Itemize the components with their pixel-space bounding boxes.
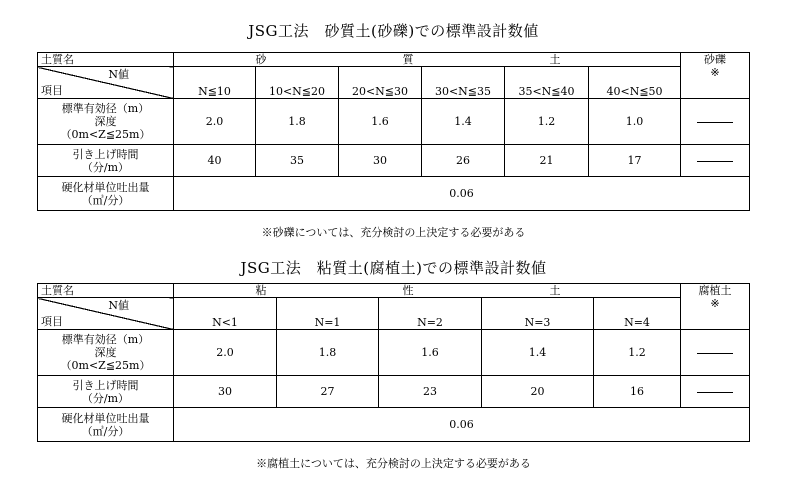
table-cell: 35 [256,145,339,177]
table-cell: 30 [174,376,277,408]
table-cell: 1.2 [594,330,681,376]
table-cell: 21 [505,145,589,177]
table-cell: 1.4 [422,99,505,145]
dash-cell [681,99,750,145]
n-value-col: N=2 [379,298,482,330]
sandy-soil-table [37,52,750,211]
dash-cell [681,376,750,408]
soil-group-header: 粘 性 土 [174,284,681,298]
table-cell: 23 [379,376,482,408]
extra-col-header: 砂礫 ※ [681,53,750,99]
n-value-col: N=1 [277,298,379,330]
table-cell: 1.8 [277,330,379,376]
table2-title: JSG工法 粘質土(腐植土)での標準設計数値 [240,259,547,277]
table-cell: 20 [482,376,594,408]
n-value-item-header: N値 項目 [38,298,174,330]
table2-note: ※腐植土については、充分検討の上決定する必要がある [256,457,531,470]
dash-cell [681,145,750,177]
table-cell: 2.0 [174,330,277,376]
n-range-col: 20<N≦30 [339,67,422,99]
extra-col-header: 腐植土 ※ [681,284,750,330]
n-range-col: 35<N≦40 [505,67,589,99]
n-value-item-header: N値 項目 [38,67,174,99]
row-label-diameter: 標準有効径（m） 深度 （0m<Z≦25m） [38,330,174,376]
table-cell: 2.0 [174,99,256,145]
table-cell: 26 [422,145,505,177]
n-range-col: 30<N≦35 [422,67,505,99]
soil-type-header: 土質名 [38,53,174,67]
table-cell: 16 [594,376,681,408]
hardener-value: 0.06 [174,408,750,442]
table-cell: 1.6 [379,330,482,376]
n-range-col: N≦10 [174,67,256,99]
row-label-hardener: 硬化材単位吐出量 （㎥/分） [38,408,174,442]
table-cell: 1.2 [505,99,589,145]
row-label-lift-time: 引き上げ時間 （分/m） [38,376,174,408]
clay-soil-table [37,283,750,442]
dash-cell [681,330,750,376]
table-cell: 30 [339,145,422,177]
n-value-col: N=3 [482,298,594,330]
n-value-col: N=4 [594,298,681,330]
soil-group-header: 砂 質 土 [174,53,681,67]
row-label-lift-time: 引き上げ時間 （分/m） [38,145,174,177]
table-cell: 27 [277,376,379,408]
hardener-value: 0.06 [174,177,750,211]
table-cell: 1.8 [256,99,339,145]
n-value-col: N<1 [174,298,277,330]
table-cell: 17 [589,145,681,177]
table-cell: 1.4 [482,330,594,376]
n-range-col: 10<N≦20 [256,67,339,99]
table-cell: 1.0 [589,99,681,145]
soil-type-header: 土質名 [38,284,174,298]
row-label-hardener: 硬化材単位吐出量 （㎥/分） [38,177,174,211]
n-range-col: 40<N≦50 [589,67,681,99]
table1-title: JSG工法 砂質土(砂礫)での標準設計数値 [248,22,539,40]
table-cell: 40 [174,145,256,177]
table1-note: ※砂礫については、充分検討の上決定する必要がある [261,226,526,239]
row-label-diameter: 標準有効径（m） 深度 （0m<Z≦25m） [38,99,174,145]
table-cell: 1.6 [339,99,422,145]
